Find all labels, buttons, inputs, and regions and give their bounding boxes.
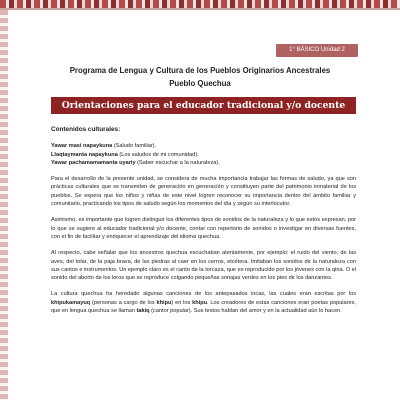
paragraph-1: Para el desarrollo de la presente unidad, se considera de mucha importancia trabajar las formas de saludo, ya que son prácticas culturales que se transmiten de generación en generación y constituyen parte del patrimonio inmaterial de los pueblos. Se espera que los niños y niñas de este nivel logren reconocer su importancia dentro del ámbito familiar y comunitario, practicando los tipos de saludo según los momentos del día y según su interlocutor. — [51, 176, 356, 208]
paragraph-4-term: khipu — [156, 299, 172, 306]
paragraph-4-text: ) en los — [171, 299, 193, 306]
grade-badge: 1° BÁSICO Unidad 2 — [276, 44, 358, 57]
content-term: Yawar pachamamamanta uyariy — [51, 159, 136, 166]
section-banner: Orientaciones para el educador tradicional y/o docente — [51, 97, 356, 114]
decorative-top-pattern — [0, 0, 400, 8]
content-term: Llaqtaymanta napaykuna — [51, 151, 118, 158]
paragraph-4-text: (personas a cargo de los — [90, 299, 157, 306]
paragraph-4-term: takiq — [136, 308, 150, 315]
content-item — [51, 159, 356, 167]
paragraph-2: Asimismo, es importante que logren distinguir los diferentes tipos de sonidos de la naturaleza y lo que estos expresan, por lo que se sugiere al educador tradicional y/o docente, contar con repertorio de sonidos o investigar en diversas fuentes, con el fin de facilitar y enriquecer el aprendizaje del idioma quechua. — [51, 217, 356, 240]
paragraph-3: Al respecto, cabe señalar que los ancestros quechua escuchaban atentamente, por ejemplo: el ruido del viento, de las aves, del tolar, de la paja brava, de las piedras al caer en los cerros, etcétera. Imitaban los sonidos de la naturaleza con sus cantos e instrumentos. Un ejemplo claro es el canto de la torcaza, que es reproducido por los jóvenes con la qina. O el sonido del aborto de los loros que se reproduce colgando pequeñas sonajas verdes en los pies de los danzantes. — [51, 250, 356, 282]
contents-heading: Contenidos culturales: — [51, 126, 121, 133]
paragraph-4-text: . Los creadores de estas canciones eran poetas populares, que en lengua quechua se llaman — [51, 299, 356, 315]
paragraph-4-text: (cantor popular). Sus textos hablan del amor y en la actualidad aún lo hacen. — [149, 308, 342, 315]
content-term: Yawar masi napaykuna — [51, 143, 113, 150]
content-item — [51, 151, 356, 159]
program-title: Programa de Lengua y Cultura de los Pueblos Originarios Ancestrales — [69, 66, 331, 75]
content-item — [51, 142, 356, 150]
paragraph-4-term: khipu — [192, 299, 208, 306]
paragraph-4-term: khipukamayuq — [51, 299, 91, 306]
paragraph-4 — [51, 290, 356, 315]
content-gloss: (Saludo familiar). — [112, 143, 157, 150]
content-gloss: (Los saludos de mi comunidad). — [117, 151, 199, 158]
decorative-top-line — [0, 8, 400, 10]
paragraph-4-text: La cultura quechua ha heredado algunas canciones de los antepasados incas, las cuales eran escritas por los — [51, 291, 356, 298]
content-gloss: (Saber escuchar a la naturaleza). — [135, 159, 220, 166]
people-title: Pueblo Quechua — [169, 79, 231, 88]
document-body — [51, 126, 356, 315]
